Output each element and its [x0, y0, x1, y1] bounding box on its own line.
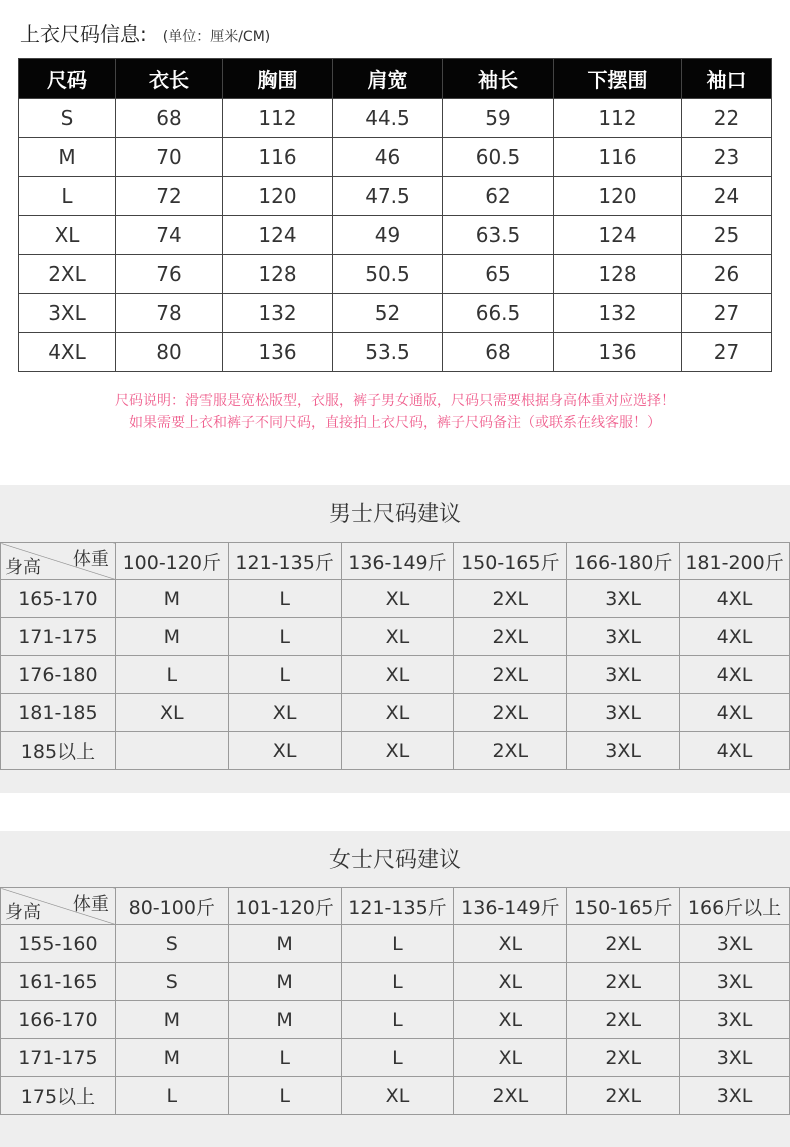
size-cell: 3XL: [680, 1001, 790, 1039]
size-cell: XL: [341, 694, 454, 732]
table-cell: 47.5: [333, 177, 443, 216]
size-cell: 3XL: [680, 1077, 790, 1115]
table-cell: 128: [554, 255, 682, 294]
size-cell: XL: [454, 1001, 567, 1039]
size-cell: 2XL: [567, 1039, 680, 1077]
height-cell: 185以上: [1, 732, 116, 770]
table-row: [1, 656, 790, 694]
table-cell: 62: [443, 177, 554, 216]
size-cell: 2XL: [454, 732, 567, 770]
weight-header: 101-120斤: [228, 888, 341, 925]
table-row: [1, 618, 790, 656]
weight-header: 181-200斤: [680, 543, 790, 580]
men-header-row: [1, 543, 790, 580]
size-cell: 3XL: [567, 580, 680, 618]
table-cell: 52: [333, 294, 443, 333]
table-row: [1, 1001, 790, 1039]
size-cell: M: [228, 925, 341, 963]
table-cell: 132: [223, 294, 333, 333]
table-cell: 2XL: [19, 255, 116, 294]
size-cell: M: [115, 1001, 228, 1039]
height-cell: 171-175: [1, 1039, 116, 1077]
note-line: 尺码说明：滑雪服是宽松版型，衣服，裤子男女通版，尺码只需要根据身高体重对应选择！: [115, 393, 675, 409]
header-cell: 衣长: [116, 59, 223, 99]
size-cell: XL: [454, 963, 567, 1001]
size-cell: 3XL: [680, 963, 790, 1001]
table-cell: 25: [682, 216, 772, 255]
table-cell: 27: [682, 333, 772, 372]
size-cell: XL: [454, 1039, 567, 1077]
size-cell: 2XL: [567, 1001, 680, 1039]
table-row: [1, 963, 790, 1001]
weight-header: 136-149斤: [454, 888, 567, 925]
header-cell: 袖口: [682, 59, 772, 99]
table-row: [1, 1077, 790, 1115]
size-cell: 2XL: [454, 1077, 567, 1115]
table-cell: 27: [682, 294, 772, 333]
size-cell: 3XL: [680, 1039, 790, 1077]
size-cell: L: [341, 1039, 454, 1077]
table-cell: M: [19, 138, 116, 177]
table-row: [19, 333, 772, 372]
table-cell: 124: [554, 216, 682, 255]
table-cell: 136: [554, 333, 682, 372]
size-cell: 2XL: [454, 656, 567, 694]
table-cell: XL: [19, 216, 116, 255]
weight-header: 136-149斤: [341, 543, 454, 580]
size-cell: 2XL: [567, 925, 680, 963]
women-size-table: [0, 887, 790, 1115]
size-cell: L: [341, 963, 454, 1001]
height-cell: 176-180: [1, 656, 116, 694]
table-row: [1, 580, 790, 618]
table-cell: 116: [554, 138, 682, 177]
garment-title: 上衣尺码信息:: [20, 22, 147, 46]
table-row: [19, 294, 772, 333]
weight-header: 100-120斤: [115, 543, 228, 580]
size-cell: 2XL: [454, 618, 567, 656]
table-cell: 120: [223, 177, 333, 216]
height-cell: 165-170: [1, 580, 116, 618]
size-cell: S: [115, 925, 228, 963]
table-cell: L: [19, 177, 116, 216]
header-cell: 尺码: [19, 59, 116, 99]
size-cell: 2XL: [567, 963, 680, 1001]
table-cell: 65: [443, 255, 554, 294]
size-cell: XL: [341, 580, 454, 618]
size-notes: [0, 390, 790, 434]
size-cell: M: [115, 1039, 228, 1077]
table-cell: 132: [554, 294, 682, 333]
table-row: [19, 138, 772, 177]
height-cell: 166-170: [1, 1001, 116, 1039]
size-cell: L: [341, 925, 454, 963]
women-size-panel: [0, 831, 790, 1147]
size-cell: L: [228, 580, 341, 618]
weight-header: 166-180斤: [567, 543, 680, 580]
table-row: [19, 216, 772, 255]
size-cell: L: [228, 1039, 341, 1077]
table-cell: 74: [116, 216, 223, 255]
garment-size-table: [18, 58, 772, 372]
height-label: 身高: [5, 902, 41, 923]
table-cell: 68: [443, 333, 554, 372]
table-cell: 63.5: [443, 216, 554, 255]
weight-label: 体重: [72, 894, 109, 915]
size-cell: 3XL: [567, 732, 680, 770]
weight-header: 121-135斤: [228, 543, 341, 580]
size-cell: L: [341, 1001, 454, 1039]
height-label: 身高: [5, 557, 41, 578]
size-cell: L: [228, 618, 341, 656]
table-cell: 120: [554, 177, 682, 216]
table-cell: 60.5: [443, 138, 554, 177]
table-cell: 26: [682, 255, 772, 294]
size-cell: 3XL: [567, 694, 680, 732]
weight-header: 150-165斤: [454, 543, 567, 580]
table-row: [19, 177, 772, 216]
size-cell: 4XL: [680, 694, 790, 732]
size-cell: XL: [115, 694, 228, 732]
table-cell: 112: [554, 99, 682, 138]
table-cell: 136: [223, 333, 333, 372]
table-cell: 72: [116, 177, 223, 216]
table-cell: 46: [333, 138, 443, 177]
height-cell: 175以上: [1, 1077, 116, 1115]
table-cell: 112: [223, 99, 333, 138]
weight-header: 121-135斤: [341, 888, 454, 925]
size-cell: 3XL: [567, 618, 680, 656]
size-cell: 4XL: [680, 656, 790, 694]
height-cell: 155-160: [1, 925, 116, 963]
size-cell: L: [228, 656, 341, 694]
size-cell: [115, 732, 228, 770]
height-cell: 171-175: [1, 618, 116, 656]
women-panel-title: 女士尺码建议: [328, 848, 461, 873]
weight-header: 150-165斤: [567, 888, 680, 925]
size-cell: 4XL: [680, 618, 790, 656]
header-cell: 袖长: [443, 59, 554, 99]
size-cell: M: [228, 1001, 341, 1039]
table-row: [1, 694, 790, 732]
header-cell: 下摆围: [554, 59, 682, 99]
garment-header-row: [19, 59, 772, 99]
size-cell: 4XL: [680, 580, 790, 618]
size-cell: L: [115, 656, 228, 694]
men-size-table: [0, 542, 790, 770]
size-cell: XL: [228, 732, 341, 770]
table-cell: 116: [223, 138, 333, 177]
table-cell: 124: [223, 216, 333, 255]
size-cell: M: [228, 963, 341, 1001]
table-cell: 80: [116, 333, 223, 372]
weight-header: 166斤以上: [680, 888, 790, 925]
weight-label: 体重: [72, 549, 109, 570]
table-cell: 44.5: [333, 99, 443, 138]
size-cell: M: [115, 618, 228, 656]
size-cell: 3XL: [567, 656, 680, 694]
table-cell: 49: [333, 216, 443, 255]
header-cell: 肩宽: [333, 59, 443, 99]
size-cell: XL: [454, 925, 567, 963]
table-cell: 76: [116, 255, 223, 294]
table-cell: 3XL: [19, 294, 116, 333]
corner-cell: [1, 888, 116, 925]
size-cell: L: [115, 1077, 228, 1115]
men-size-panel: [0, 485, 790, 793]
garment-heading: [20, 18, 270, 48]
table-cell: 78: [116, 294, 223, 333]
size-cell: 2XL: [567, 1077, 680, 1115]
unit-label: (单位：厘米/CM): [162, 29, 271, 45]
size-cell: L: [228, 1077, 341, 1115]
table-cell: 68: [116, 99, 223, 138]
height-cell: 161-165: [1, 963, 116, 1001]
size-cell: XL: [341, 618, 454, 656]
size-cell: XL: [341, 656, 454, 694]
table-cell: 23: [682, 138, 772, 177]
table-cell: S: [19, 99, 116, 138]
table-cell: 66.5: [443, 294, 554, 333]
table-row: [1, 925, 790, 963]
table-cell: 50.5: [333, 255, 443, 294]
size-cell: XL: [341, 1077, 454, 1115]
table-cell: 53.5: [333, 333, 443, 372]
table-cell: 128: [223, 255, 333, 294]
table-cell: 22: [682, 99, 772, 138]
weight-header: 80-100斤: [115, 888, 228, 925]
table-row: [19, 99, 772, 138]
women-header-row: [1, 888, 790, 925]
table-row: [1, 1039, 790, 1077]
size-cell: S: [115, 963, 228, 1001]
table-row: [1, 732, 790, 770]
men-panel-title: 男士尺码建议: [328, 502, 461, 527]
size-cell: 2XL: [454, 580, 567, 618]
table-cell: 59: [443, 99, 554, 138]
size-cell: XL: [341, 732, 454, 770]
size-cell: 4XL: [680, 732, 790, 770]
table-cell: 4XL: [19, 333, 116, 372]
size-cell: 3XL: [680, 925, 790, 963]
size-cell: XL: [228, 694, 341, 732]
note-line: 如果需要上衣和裤子不同尺码，直接拍上衣尺码，裤子尺码备注（或联系在线客服！）: [129, 415, 661, 431]
table-cell: 24: [682, 177, 772, 216]
table-row: [19, 255, 772, 294]
size-cell: M: [115, 580, 228, 618]
header-cell: 胸围: [223, 59, 333, 99]
height-cell: 181-185: [1, 694, 116, 732]
corner-cell: [1, 543, 116, 580]
table-cell: 70: [116, 138, 223, 177]
size-cell: 2XL: [454, 694, 567, 732]
